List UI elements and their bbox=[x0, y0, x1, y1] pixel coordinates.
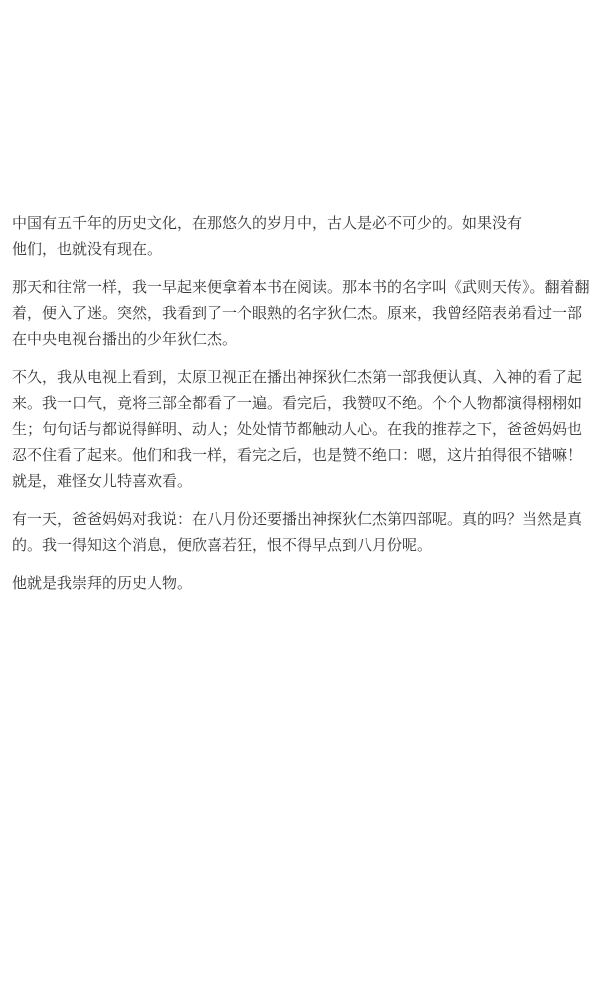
paragraph-3: 不久，我从电视上看到，太原卫视正在播出神探狄仁杰第一部我便认真、入神的看了起来。我一口气，竟将三部全都看了一遍。看完后，我赞叹不绝。个个人物都演得栩栩如生；句句话与都说得鲜明、动人；处处情节都触动人心。在我的推荐之下，爸爸妈妈也忍不住看了起来。他们和我一样，看完之后，也是赞不绝口：嗯，这片拍得很不错嘛！ 就是，难怪女儿特喜欢看。 bbox=[12, 368, 583, 490]
article-body bbox=[12, 210, 592, 608]
paragraph-1: 中国有五千年的历史文化，在那悠久的岁月中，古人是必不可少的。如果没有他们，也就没有现在。 bbox=[12, 214, 523, 258]
paragraph-5: 他就是我崇拜的历史人物。 bbox=[12, 574, 193, 592]
paragraph-4: 有一天，爸爸妈妈对我说：在八月份还要播出神探狄仁杰第四部呢。真的吗？当然是真的。我一得知这个消息，便欣喜若狂，恨不得早点到八月份呢。 bbox=[12, 510, 583, 554]
paragraph-2: 那天和往常一样，我一早起来便拿着本书在阅读。那本书的名字叫《武则天传》。翻着翻着，便入了迷。突然，我看到了一个眼熟的名字狄仁杰。原来，我曾经陪表弟看过一部在中央电视台播出的少年狄仁杰。 bbox=[12, 278, 590, 348]
